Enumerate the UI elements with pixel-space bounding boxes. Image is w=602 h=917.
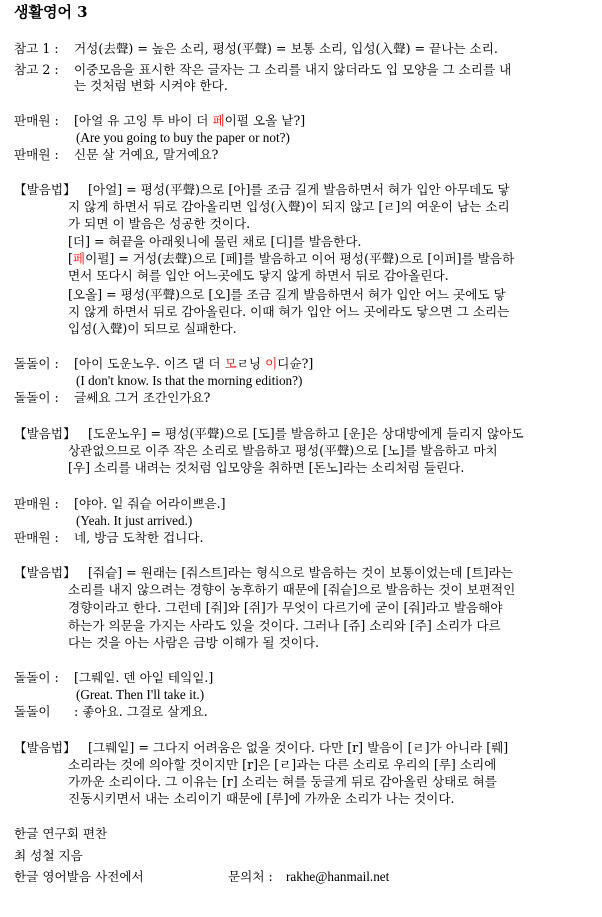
pronunciation-4-label: 【발음법】 xyxy=(14,740,76,755)
pronunciation-1-line-5: [페이펄] = 거성(去聲)으로 [페]를 발음하고 이어 평성(平聲)으로 [이퍼]를 발음하 xyxy=(68,251,515,266)
note-2-continuation: 는 것처럼 변화 시켜야 한다. xyxy=(74,78,228,93)
dialogue-1-korean: 신문 살 거예요, 말거예요? xyxy=(74,147,219,162)
pronunciation-4-line-2: 소리라는 것에 의아할 것이지만 [r]은 [ㄹ]과는 다른 소리로 우리의 [루] 소리에 xyxy=(68,757,497,772)
footer-publisher: 한글 연구회 편찬 xyxy=(14,826,108,841)
pronunciation-1-line-8: 지 않게 하면서 뒤로 감아올린다. 이때 혀가 입안 어느 곳에라도 닿으면 그 소리는 xyxy=(68,304,510,319)
pronunciation-3-line-5: 다는 것을 아는 사람은 금방 이해가 될 것이다. xyxy=(68,635,320,650)
pronunciation-1-line-2: 지 않게 하면서 뒤로 감아올리면 입성(入聲)이 되지 않고 [ㄹ]의 여운이 남는 소리 xyxy=(68,199,510,214)
dialogue-2-speaker: 돌돌이 : xyxy=(14,356,59,371)
footer-author: 최 성철 지음 xyxy=(14,848,83,863)
pronunciation-3-label: 【발음법】 xyxy=(14,565,76,580)
pronunciation-2-line-2: 상관없으므로 이주 작은 소리로 발음하고 평성(平聲)으로 [노]를 발음하고 마치 xyxy=(68,443,498,458)
dialogue-2-pronunciation: [아이 도운노우. 이즈 댙 더 모ㄹ닝 이디슌?] xyxy=(74,356,314,371)
dialogue-2-stress-mark-2: 이 xyxy=(265,356,278,371)
pronunciation-4-line-3: 가까운 소리이다. 그 이유는 [r] 소리는 혀를 둥글게 뒤로 감아올린 상태로 혀를 xyxy=(68,774,497,789)
dialogue-3-pronunciation: [야아. 잍 줘슽 어라이쁘읃.] xyxy=(74,496,226,511)
pronunciation-2-line-1: [도운노우] = 평성(平聲)으로 [도]를 발음하고 [운]은 상대방에게 들리지 않아도 xyxy=(88,426,524,441)
dialogue-1-pronunciation: [아얼 유 고잉 투 바이 더 페이펄 오올 낱?] xyxy=(74,113,306,128)
pronunciation-3-line-3: 경향이라고 한다. 그런데 [줘]와 [쥐]가 무엇이 다르기에 굳이 [줘]라고 발음해야 xyxy=(68,600,503,615)
pronunciation-2-line-3: [우] 소리를 내려는 것처럼 입모양을 취하면 [돈노]라는 소리처럼 들린다. xyxy=(68,460,465,475)
dialogue-1-speaker: 판매원 : xyxy=(14,113,59,128)
dialogue-4-speaker-2: 돌돌이 xyxy=(14,704,51,719)
dialogue-3-english: (Yeah. It just arrived.) xyxy=(76,513,193,528)
pronunciation-1-label: 【발음법】 xyxy=(14,182,76,197)
pronunciation-2-label: 【발음법】 xyxy=(14,426,76,441)
dialogue-3-korean: 네, 방금 도착한 겁니다. xyxy=(74,530,204,545)
dialogue-2-korean: 글쎄요 그거 조간인가요? xyxy=(74,390,211,405)
page-title: 생활영어 3 xyxy=(14,3,88,21)
note-1-text: 거성(去聲) = 높은 소리, 평성(平聲) = 보통 소리, 입성(入聲) = 끝나는 소리. xyxy=(74,41,498,56)
pronunciation-4-line-1: [그뤠잍] = 그다지 어려움은 없을 것이다. 다만 [r] 발음이 [ㄹ]가 아니라 [뤠] xyxy=(88,740,509,755)
pronunciation-1-stress-mark: 페 xyxy=(72,251,86,266)
pronunciation-1-line-3: 가 되면 이 발음은 성공한 것이다. xyxy=(68,216,251,231)
dialogue-4-english: (Great. Then I'll take it.) xyxy=(76,687,205,702)
pronunciation-3-line-2: 소리를 내지 않으려는 경향이 농후하기 때문에 [줘슽]으로 발음하는 것이 보편적인 xyxy=(68,582,516,597)
dialogue-3-speaker: 판매원 : xyxy=(14,496,59,511)
dialogue-1-speaker-2: 판매원 : xyxy=(14,147,59,162)
pronunciation-1-line-6: 면서 또다시 혀를 입안 어느곳에도 닿지 않게 하면서 뒤로 감아올린다. xyxy=(68,268,449,283)
pronunciation-3-line-1: [줘슽] = 원래는 [줘스트]라는 형식으로 발음하는 것이 보통이었는데 [트]라는 xyxy=(88,565,513,580)
dialogue-2-speaker-2: 돌돌이 : xyxy=(14,390,59,405)
dialogue-4-speaker: 돌돌이 : xyxy=(14,670,59,685)
dialogue-4-pronunciation: [그뤠잍. 덴 아잍 테잌잍.] xyxy=(74,670,214,685)
footer-contact-label: 문의처 : xyxy=(228,869,273,884)
pronunciation-4-line-4: 진동시키면서 내는 소리이기 때문에 [루]에 가까운 소리가 나는 것이다. xyxy=(68,791,455,806)
dialogue-1-stress-mark: 페 xyxy=(212,113,225,128)
dialogue-2-english: (I don't know. Is that the morning edition?) xyxy=(76,373,303,388)
pronunciation-1-line-7: [오올] = 평성(平聲)으로 [오]를 조금 길게 발음하면서 혀가 입안 어느 곳에도 닿 xyxy=(68,287,506,302)
note-2-label: 참고 2 : xyxy=(14,62,59,77)
dialogue-3-speaker-2: 판매원 : xyxy=(14,530,59,545)
pronunciation-1-line-9: 입성(入聲)이 되므로 실패한다. xyxy=(68,321,237,336)
footer-email-link[interactable]: rakhe@hanmail.net xyxy=(286,869,390,884)
note-2-text: 이중모음을 표시한 작은 글자는 그 소리를 내지 않더라도 입 모양을 그 소리를 내 xyxy=(74,62,512,77)
pronunciation-1-line-1: [아얼] = 평성(平聲)으로 [아]를 조금 길게 발음하면서 혀가 입안 아무데도 닿 xyxy=(88,182,510,197)
footer-source: 한글 영어발음 사전에서 xyxy=(14,869,144,884)
dialogue-2-stress-mark-1: 모 xyxy=(224,356,237,371)
dialogue-1-english: (Are you going to buy the paper or not?) xyxy=(76,130,290,145)
pronunciation-1-line-4: [더] = 혀끝을 아래윗니에 물린 채로 [디]를 발음한다. xyxy=(68,234,362,249)
note-1-label: 참고 1 : xyxy=(14,41,59,56)
dialogue-4-korean: : 좋아요. 그걸로 살게요. xyxy=(74,704,208,719)
pronunciation-3-line-4: 하는가 의문을 가지는 사라도 있을 것이다. 그러나 [쥬] 소리와 [주] 소리가 다르 xyxy=(68,618,501,633)
